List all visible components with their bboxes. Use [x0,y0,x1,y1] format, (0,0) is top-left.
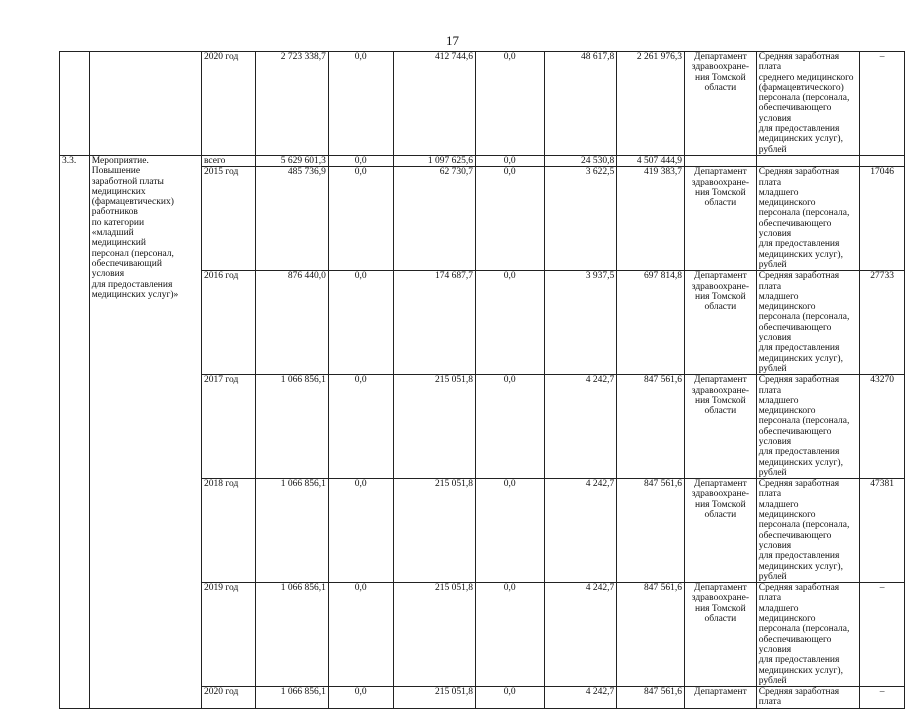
regional-budget-cell: 215 051,8 [393,375,475,479]
department-cell: Департамент здравоохране- ния Томской области [685,583,757,687]
regional-budget-cell: 174 687,7 [393,271,475,375]
federal-budget-cell: 0,0 [328,687,393,709]
indicator-value-cell [860,155,905,166]
tfoms-cell: 3 622,5 [544,167,617,271]
regional-budget-cell: 62 730,7 [393,167,475,271]
year-cell: 2015 год [201,167,255,271]
indicator-cell: Средняя заработная плата [756,687,860,709]
federal-budget-cell: 0,0 [328,271,393,375]
department-cell [685,155,757,166]
tfoms-cell: 4 242,7 [544,687,617,709]
total-cell: 1 066 856,1 [256,583,329,687]
municipal-budget-cell: 0,0 [475,687,544,709]
total-cell: 1 066 856,1 [256,375,329,479]
total-cell: 1 066 856,1 [256,479,329,583]
regional-budget-cell: 215 051,8 [393,479,475,583]
other-sources-cell: 419 383,7 [617,167,685,271]
other-sources-cell: 2 261 976,3 [617,52,685,156]
tfoms-cell: 4 242,7 [544,479,617,583]
regional-budget-cell: 215 051,8 [393,687,475,709]
regional-budget-cell: 1 097 625,6 [393,155,475,166]
municipal-budget-cell: 0,0 [475,271,544,375]
department-cell: Департамент здравоохране- ния Томской области [685,167,757,271]
total-cell: 2 723 338,7 [256,52,329,156]
other-sources-cell: 847 561,6 [617,583,685,687]
page-number: 17 [446,33,459,48]
year-cell: 2020 год [201,52,255,156]
item-name-cell [89,52,201,156]
item-number-cell: 3.3. [60,155,90,708]
year-cell: всего [201,155,255,166]
indicator-value-cell: 47381 [860,479,905,583]
total-cell: 5 629 601,3 [256,155,329,166]
tfoms-cell: 4 242,7 [544,583,617,687]
indicator-cell: Средняя заработная плата младшего медицинского персонала (персонала, обеспечивающего условия для предоставления медицинских услуг), рублей [756,479,860,583]
indicator-cell: Средняя заработная плата среднего медицинского (фармацевтического) персонала (персонала, обеспечивающего условия для предоставления медицинских услуг), рублей [756,52,860,156]
municipal-budget-cell: 0,0 [475,583,544,687]
indicator-value-cell: 43270 [860,375,905,479]
federal-budget-cell: 0,0 [328,52,393,156]
indicator-value-cell: – [860,687,905,709]
tfoms-cell: 4 242,7 [544,375,617,479]
regional-budget-cell: 215 051,8 [393,583,475,687]
budget-table [59,51,905,709]
item-number-cell [60,52,90,156]
federal-budget-cell: 0,0 [328,155,393,166]
municipal-budget-cell: 0,0 [475,167,544,271]
indicator-value-cell: 27733 [860,271,905,375]
federal-budget-cell: 0,0 [328,479,393,583]
indicator-value-cell: – [860,52,905,156]
department-cell: Департамент здравоохране- ния Томской области [685,375,757,479]
department-cell: Департамент здравоохране- ния Томской области [685,52,757,156]
tfoms-cell: 24 530,8 [544,155,617,166]
year-cell: 2019 год [201,583,255,687]
indicator-cell [756,155,860,166]
year-cell: 2018 год [201,479,255,583]
other-sources-cell: 697 814,8 [617,271,685,375]
municipal-budget-cell: 0,0 [475,52,544,156]
municipal-budget-cell: 0,0 [475,155,544,166]
indicator-cell: Средняя заработная плата младшего медицинского персонала (персонала, обеспечивающего условия для предоставления медицинских услуг), рублей [756,583,860,687]
total-cell: 485 736,9 [256,167,329,271]
year-cell: 2017 год [201,375,255,479]
department-cell: Департамент [685,687,757,709]
indicator-cell: Средняя заработная плата младшего медицинского персонала (персонала, обеспечивающего условия для предоставления медицинских услуг), рублей [756,167,860,271]
other-sources-cell: 847 561,6 [617,687,685,709]
municipal-budget-cell: 0,0 [475,375,544,479]
regional-budget-cell: 412 744,6 [393,52,475,156]
table-row [60,155,905,166]
other-sources-cell: 847 561,6 [617,479,685,583]
other-sources-cell: 4 507 444,9 [617,155,685,166]
federal-budget-cell: 0,0 [328,583,393,687]
indicator-value-cell: – [860,583,905,687]
indicator-cell: Средняя заработная плата младшего медицинского персонала (персонала, обеспечивающего условия для предоставления медицинских услуг), рублей [756,375,860,479]
year-cell: 2016 год [201,271,255,375]
federal-budget-cell: 0,0 [328,167,393,271]
municipal-budget-cell: 0,0 [475,479,544,583]
table-row [60,52,905,156]
total-cell: 1 066 856,1 [256,687,329,709]
tfoms-cell: 3 937,5 [544,271,617,375]
indicator-cell: Средняя заработная плата младшего медицинского персонала (персонала, обеспечивающего условия для предоставления медицинских услуг), рублей [756,271,860,375]
federal-budget-cell: 0,0 [328,375,393,479]
year-cell: 2020 год [201,687,255,709]
indicator-value-cell: 17046 [860,167,905,271]
total-cell: 876 440,0 [256,271,329,375]
tfoms-cell: 48 617,8 [544,52,617,156]
department-cell: Департамент здравоохране- ния Томской области [685,271,757,375]
department-cell: Департамент здравоохране- ния Томской области [685,479,757,583]
item-name-cell: Мероприятие. Повышение заработной платы медицинских (фармацевтических) работников по категории «младший медицинский персонал (персонал, обеспечивающий условия для предоставления медицинских услуг)» [89,155,201,708]
other-sources-cell: 847 561,6 [617,375,685,479]
